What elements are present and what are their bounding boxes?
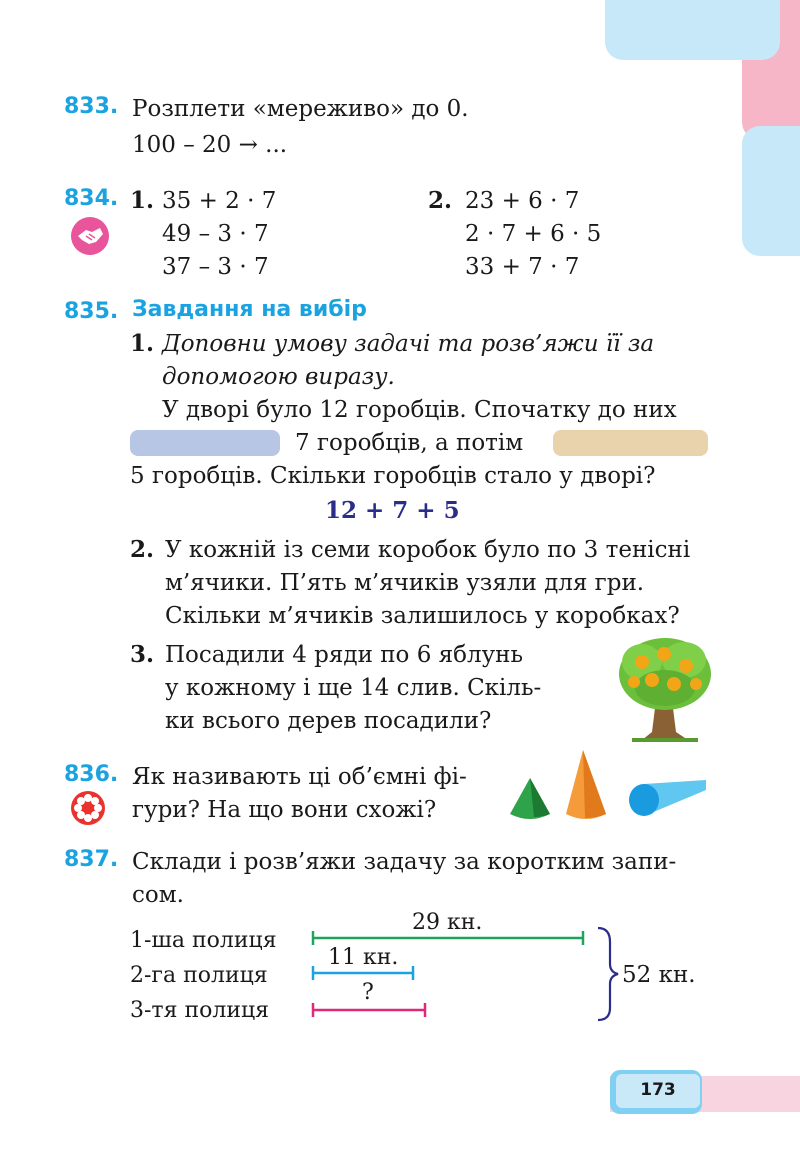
task-835-p1-label: 1. xyxy=(130,330,155,357)
flower-icon xyxy=(70,790,106,826)
task-835-number: 835. xyxy=(64,299,119,324)
shelf-2-label: 2-га полиця xyxy=(130,963,268,988)
task-836-line2: гури? На що вони схожі? xyxy=(132,797,437,823)
task-835-title: Завдання на вибір xyxy=(132,297,367,322)
shelf-3-label: 3-тя полиця xyxy=(130,998,270,1023)
task-835-p1-expression: 12 + 7 + 5 xyxy=(325,497,460,524)
task-836-number: 836. xyxy=(64,762,119,787)
total-brace xyxy=(598,928,618,1020)
task-834-col2-label: 2. xyxy=(428,187,453,214)
task-834-col2-expr1: 23 + 6 · 7 xyxy=(465,188,580,214)
green-cone-icon xyxy=(508,776,552,822)
task-834-col2-expr3: 33 + 7 · 7 xyxy=(465,254,580,280)
task-835-p3-line3: ки всього дерев посадили? xyxy=(165,708,492,734)
task-836-line1: Як називають ці об’ємні фі- xyxy=(132,764,467,790)
total-value: 52 кн. xyxy=(622,962,696,988)
task-837-number: 837. xyxy=(64,847,119,872)
task-835-p3-line2: у кожному і ще 14 слив. Скіль- xyxy=(165,675,542,701)
task-834-col1-expr1: 35 + 2 · 7 xyxy=(162,188,277,214)
task-834-col1-label: 1. xyxy=(130,187,155,214)
task-833-text: Розплети «мереживо» до 0. xyxy=(132,96,469,122)
task-835-p2-line3: Скільки м’ячиків залишилось у коробках? xyxy=(165,603,680,629)
task-835-p1-instruction-2: допомогою виразу. xyxy=(162,364,395,390)
task-834-number: 834. xyxy=(64,186,119,211)
handshake-icon xyxy=(70,216,110,256)
shelf-1-value: 29 кн. xyxy=(412,910,483,935)
task-835-p2-line1: У кожній із семи коробок було по 3 тенісні xyxy=(165,537,691,563)
task-835-p2-label: 2. xyxy=(130,536,155,563)
task-835-p1-instruction-1: Доповни умову задачі та розв’яжи її за xyxy=(162,331,655,357)
task-837-line2: сом. xyxy=(132,882,184,908)
blue-side-tab xyxy=(742,126,800,256)
task-835-p2-line2: м’ячики. П’ять м’ячиків узяли для гри. xyxy=(165,570,645,596)
shelf-1-label: 1-ша полиця xyxy=(130,928,277,953)
task-834-col1-expr3: 37 – 3 · 7 xyxy=(162,254,269,280)
blank-field-2[interactable] xyxy=(553,430,708,456)
segment-diagram xyxy=(300,920,630,1030)
apple-tree-icon xyxy=(612,632,718,744)
task-835-p3-line1: Посадили 4 ряди по 6 яблунь xyxy=(165,642,524,668)
task-837-line1: Склади і розв’яжи задачу за коротким запи- xyxy=(132,849,677,875)
shelf-3-value: ? xyxy=(362,980,374,1005)
task-834-col2-expr2: 2 · 7 + 6 · 5 xyxy=(465,221,602,247)
task-834-col1-expr2: 49 – 3 · 7 xyxy=(162,221,269,247)
orange-cone-icon xyxy=(563,748,609,824)
task-833-sequence: 100 – 20 → ... xyxy=(132,132,288,158)
blank-field-1[interactable] xyxy=(130,430,280,456)
task-835-p1-line1: У дворі було 12 горобців. Спочатку до них xyxy=(162,397,677,423)
task-835-p3-label: 3. xyxy=(130,641,155,668)
task-835-p1-line3: 5 горобців. Скільки горобців стало у дворі? xyxy=(130,463,656,489)
shelf-2-value: 11 кн. xyxy=(328,945,399,970)
task-833-number: 833. xyxy=(64,94,119,119)
blue-cylinder-icon xyxy=(626,778,708,820)
page-number: 173 xyxy=(640,1080,676,1100)
blue-top-tab xyxy=(605,0,780,60)
task-835-p1-line2: 7 горобців, а потім xyxy=(295,430,524,456)
